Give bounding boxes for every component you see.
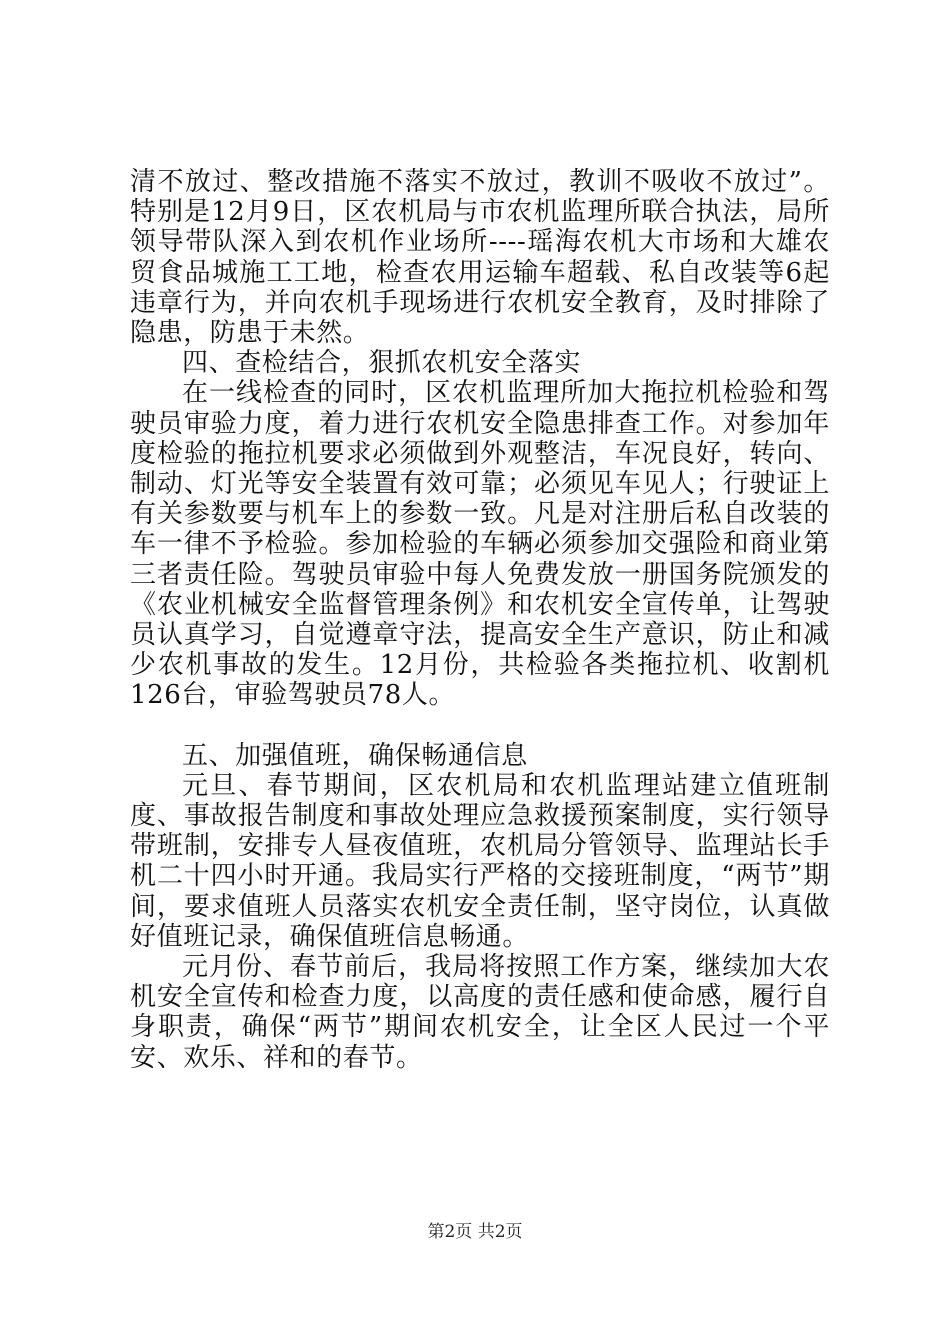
paragraph-vehicle-inspection: 在一线检查的同时，区农机监理所加大拖拉机检验和驾驶员审验力度，着力进行农机安全隐患排查工作。对参加年度检验的拖拉机要求必须做到外观整洁，车况良好，转向、制动、灯光等安全装置有效可靠；必须见车见人；行驶证上有关参数要与机车上的参数一致。凡是对注册后私自改装的车一律不予检验。参加检验的车辆必须参加交强险和商业第三者责任险。驾驶员审验中每人免费发放一册国务院颁发的《农业机械安全监督管理条例》和农机安全宣传单，让驾驶员认真学习，自觉遵章守法，提高安全生产意识，防止和减少农机事故的发生。12月份，共检验各类拖拉机、收割机126台，审验驾驶员78人。 — [130, 378, 830, 711]
document-body — [130, 167, 830, 1073]
paragraph-spacer — [130, 711, 830, 741]
paragraph-closing: 元月份、春节前后，我局将按照工作方案，继续加大农机安全宣传和检查力度，以高度的责任感和使命感，履行自身职责，确保“两节”期间农机安全，让全区人民过一个平安、欢乐、祥和的春节。 — [130, 952, 830, 1073]
page-footer: 第2页 共2页 — [427, 1222, 523, 1242]
paragraph-duty-shift: 元旦、春节期间，区农机局和农机监理站建立值班制度、事故报告制度和事故处理应急救援预案制度，实行领导带班制，安排专人昼夜值班，农机局分管领导、监理站长手机二十四小时开通。我局实行严格的交接班制度，“两节”期间，要求值班人员落实农机安全责任制，坚守岗位，认真做好值班记录，确保值班信息畅通。 — [130, 770, 830, 952]
section-heading-4: 四、查检结合，狠抓农机安全落实 — [182, 348, 582, 379]
paragraph-inspection-case: 清不放过、整改措施不落实不放过，教训不吸收不放过”。特别是12月9日，区农机局与市农机监理所联合执法，局所领导带队深入到农机作业场所----瑶海农机大市场和大雄农贸食品城施工工地，检查农用运输车超载、私自改装等6起违章行为，并向农机手现场进行农机安全教育，及时排除了隐患，防患于未然。 — [130, 167, 830, 349]
section-heading-5: 五、加强值班，确保畅通信息 — [182, 740, 528, 771]
